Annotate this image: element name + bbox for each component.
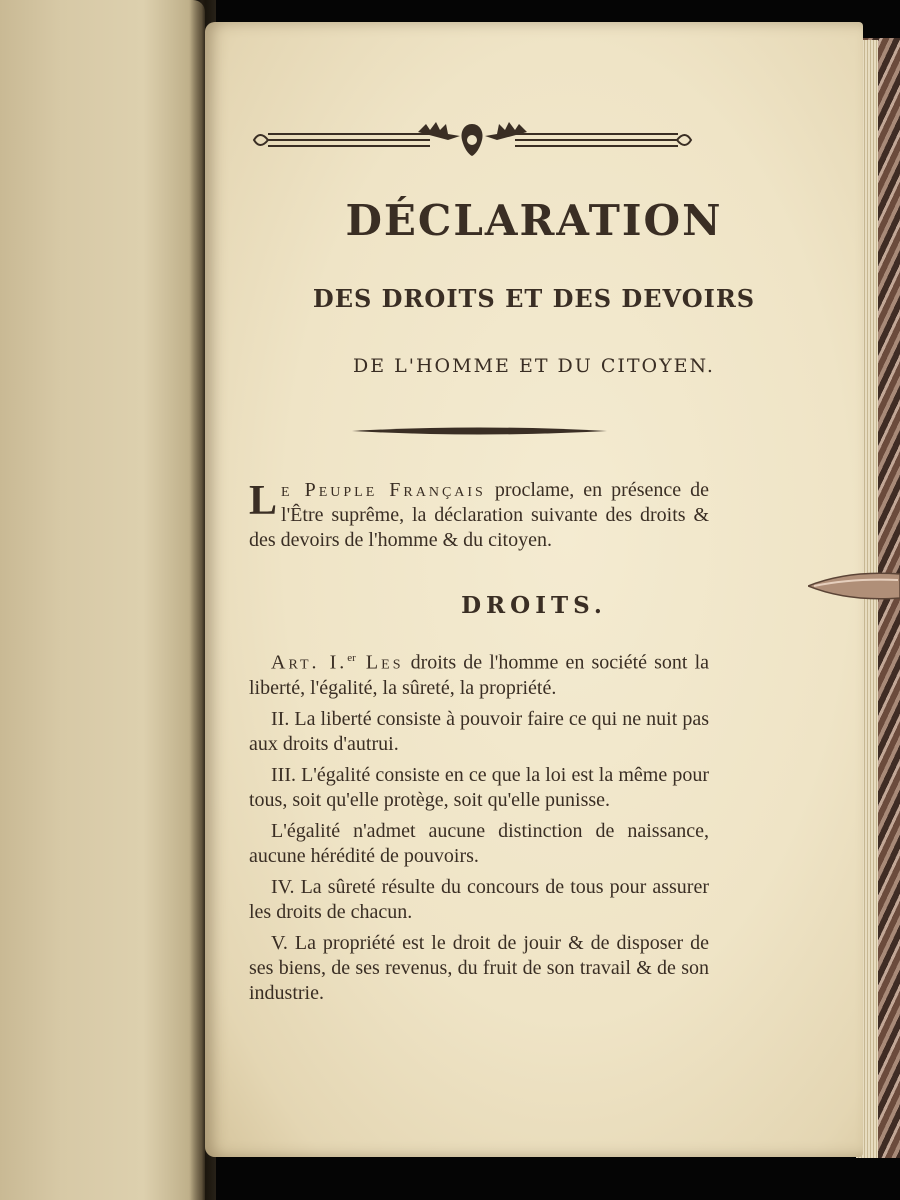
- article-1-label: Art. I.: [271, 651, 348, 674]
- metal-page-marker: [808, 568, 900, 604]
- drop-cap: L: [249, 478, 278, 524]
- article-3-continued: L'égalité n'admet aucune distinction de naissance, aucune hérédité de pouvoirs.: [249, 819, 709, 867]
- article-4: IV. La sûreté résulte du concours de tous pour assurer les droits de chacun.: [249, 875, 709, 923]
- article-1: [249, 646, 709, 701]
- article-3: III. L'égalité consiste en ce que la loi est la même pour tous, soit qu'elle protège, soit qu'elle punisse.: [249, 763, 709, 811]
- title-line-3: DE L'HOMME ET DU CITOYEN.: [353, 355, 715, 377]
- article-1-text: droits de l'homme en société sont la liberté, l'égalité, la sûreté, la propriété.: [249, 651, 709, 699]
- article-1-lead: Les: [355, 651, 404, 674]
- article-2: II. La liberté consiste à pouvoir faire ce qui ne nuit pas aux droits d'autrui.: [249, 707, 709, 755]
- left-page: [0, 0, 205, 1200]
- tapered-rule-icon: [352, 424, 607, 438]
- section-heading-droits: DROITS.: [461, 592, 607, 619]
- article-5: V. La propriété est le droit de jouir & de disposer de ses biens, de ses revenus, du fruit de son travail & de son industrie.: [249, 931, 709, 1004]
- title-line-2: DES DROITS ET DES DEVOIRS: [312, 284, 756, 313]
- title-line-1: DÉCLARATION: [345, 196, 723, 245]
- intro-text: proclame, en présence de l'Être suprême, la déclaration suivante des droits & des devoirs de l'homme & du citoyen.: [249, 479, 709, 551]
- intro-paragraph: [249, 478, 709, 553]
- articles-list: [249, 646, 709, 1012]
- intro-smallcaps: e Peuple Français: [281, 479, 486, 501]
- article-1-sup: er: [347, 652, 356, 664]
- fleuron-band-icon: [250, 118, 695, 162]
